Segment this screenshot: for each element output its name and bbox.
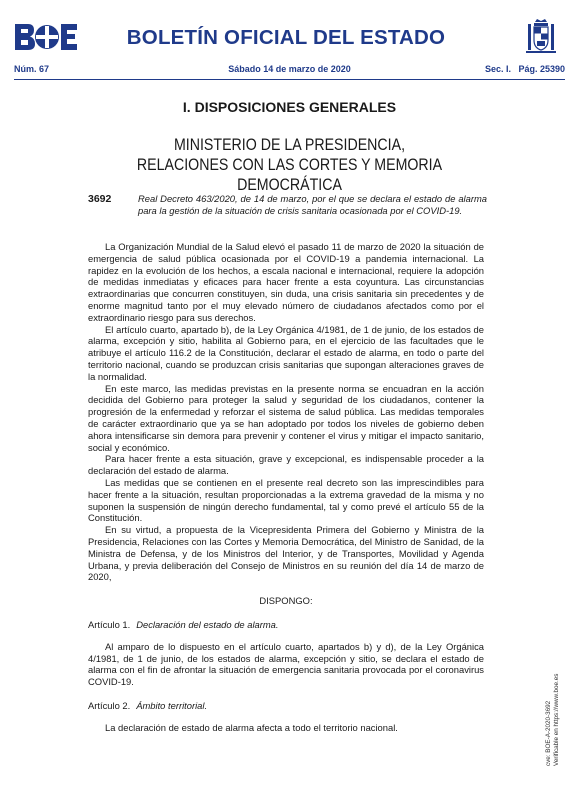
article-2-heading: [88, 700, 484, 712]
paragraph: Las medidas que se contienen en el presente real decreto son las imprescindibles para hacer frente a la situación, resultan proporcionadas a la extrema gravedad de la misma y no suponen la suspensión de ningún derecho fundamental, tal y como prevé el artículo 55 de la Constitución.: [88, 476, 484, 524]
paragraph: En este marco, las medidas previstas en la presente norma se encuadran en la acción decidida del Gobierno para proteger la salud y seguridad de los ciudadanos, contener la progresión de la enfermedad y reforzar el sistema de salud pública. Las medidas temporales de carácter extraordinario que ya se han adoptado por todos los niveles de gobierno deben ahora intensificarse sin demora para prevenir y contener el virus y mitigar el impacto sanitario, social y económico.: [88, 382, 484, 453]
paragraph: La Organización Mundial de la Salud elevó el pasado 11 de marzo de 2020 la situación de emergencia de salud pública ocasionada por el COVID-19 a pandemia internacional. La rapidez en la evolución de los hechos, a escala nacional e internacional, requiere la adopción de medidas inmediatas y eficaces para hacer frente a esta coyuntura. Las circunstancias extraordinarias que concurren constituyen, sin duda, una crisis sanitaria sin precedentes y de enorme magnitud tanto por el muy elevado número de ciudadanos afectados como por el extraordinario riesgo para sus derechos.: [88, 241, 484, 323]
ministry-line-1: MINISTERIO DE LA PRESIDENCIA,: [173, 136, 406, 154]
paragraph: En su virtud, a propuesta de la Vicepresidenta Primera del Gobierno y Ministra de la Presidencia, Relaciones con las Cortes y Memoria Democrática, del Ministro de Sanidad, de la Ministra de Defensa, y de los Ministros del Interior, y de Transportes, Movilidad y Agenda Urbana, y previa deliberación del Consejo de Ministros en su reunión del día 14 de marzo de 2020,: [88, 524, 484, 583]
section-page: Sec. I. Pág. 25390: [484, 64, 565, 74]
paragraph: Para hacer frente a esta situación, grave y excepcional, es indispensable proceder a la declaración del estado de alarma.: [88, 453, 484, 477]
paragraph: El artículo cuarto, apartado b), de la Ley Orgánica 4/1981, de 1 de junio, de los estados de alarma, excepción y sitio, habilita al Gobierno para, en el ejercicio de las facultades que le atribuye el artículo 116.2 de la Constitución, declarar el estado de alarma, en todo o parte del territorio nacional, cuando se produzcan crisis sanitarias que supongan alteraciones graves de la normalidad.: [88, 323, 484, 382]
article-title: Declaración del estado de alarma.: [136, 618, 279, 630]
verify-link[interactable]: Verificable en https://www.boe.es: [553, 673, 560, 766]
masthead-title: BOLETÍN OFICIAL DEL ESTADO: [126, 26, 446, 49]
verification-note: [545, 674, 561, 766]
issue-date: Sábado 14 de marzo de 2020: [228, 64, 351, 74]
boe-logo: [14, 22, 78, 52]
coat-of-arms-icon: [524, 18, 558, 56]
header-rule: [14, 79, 565, 80]
issue-number: Núm. 67: [14, 64, 50, 74]
cve-code: cve: BOE-A-2020-3692: [545, 700, 552, 766]
ministry-heading: [92, 135, 487, 195]
dispongo-heading: DISPONGO:: [259, 595, 313, 607]
document-body: [88, 241, 484, 733]
section-title: I. DISPOSICIONES GENERALES: [182, 99, 397, 115]
article-title: Ámbito territorial.: [136, 699, 208, 711]
article-1-text: Al amparo de lo dispuesto en el artículo cuarto, apartados b) y d), de la Ley Orgánica 4/1981, de 1 de junio, de los estados de alarma, excepción y sitio, se declara el estado de alarma con el fin de afrontar la situación de emergencia sanitaria provocada por el coronavirus COVID-19.: [88, 640, 484, 688]
ministry-line-2: RELACIONES CON LAS CORTES Y MEMORIA DEMOCRÁTICA: [136, 156, 443, 194]
disposition-number: 3692: [88, 193, 112, 205]
disposition-title: Real Decreto 463/2020, de 14 de marzo, por el que se declara el estado de alarma para la gestión de la situación de crisis sanitaria ocasionada por el COVID-19.: [138, 193, 487, 216]
issue-meta: [14, 64, 565, 78]
article-2-text: La declaración de estado de alarma afecta a todo el territorio nacional.: [105, 721, 398, 733]
article-1-heading: [88, 619, 484, 631]
article-number: Artículo 2.: [88, 699, 131, 711]
article-number: Artículo 1.: [88, 618, 131, 630]
